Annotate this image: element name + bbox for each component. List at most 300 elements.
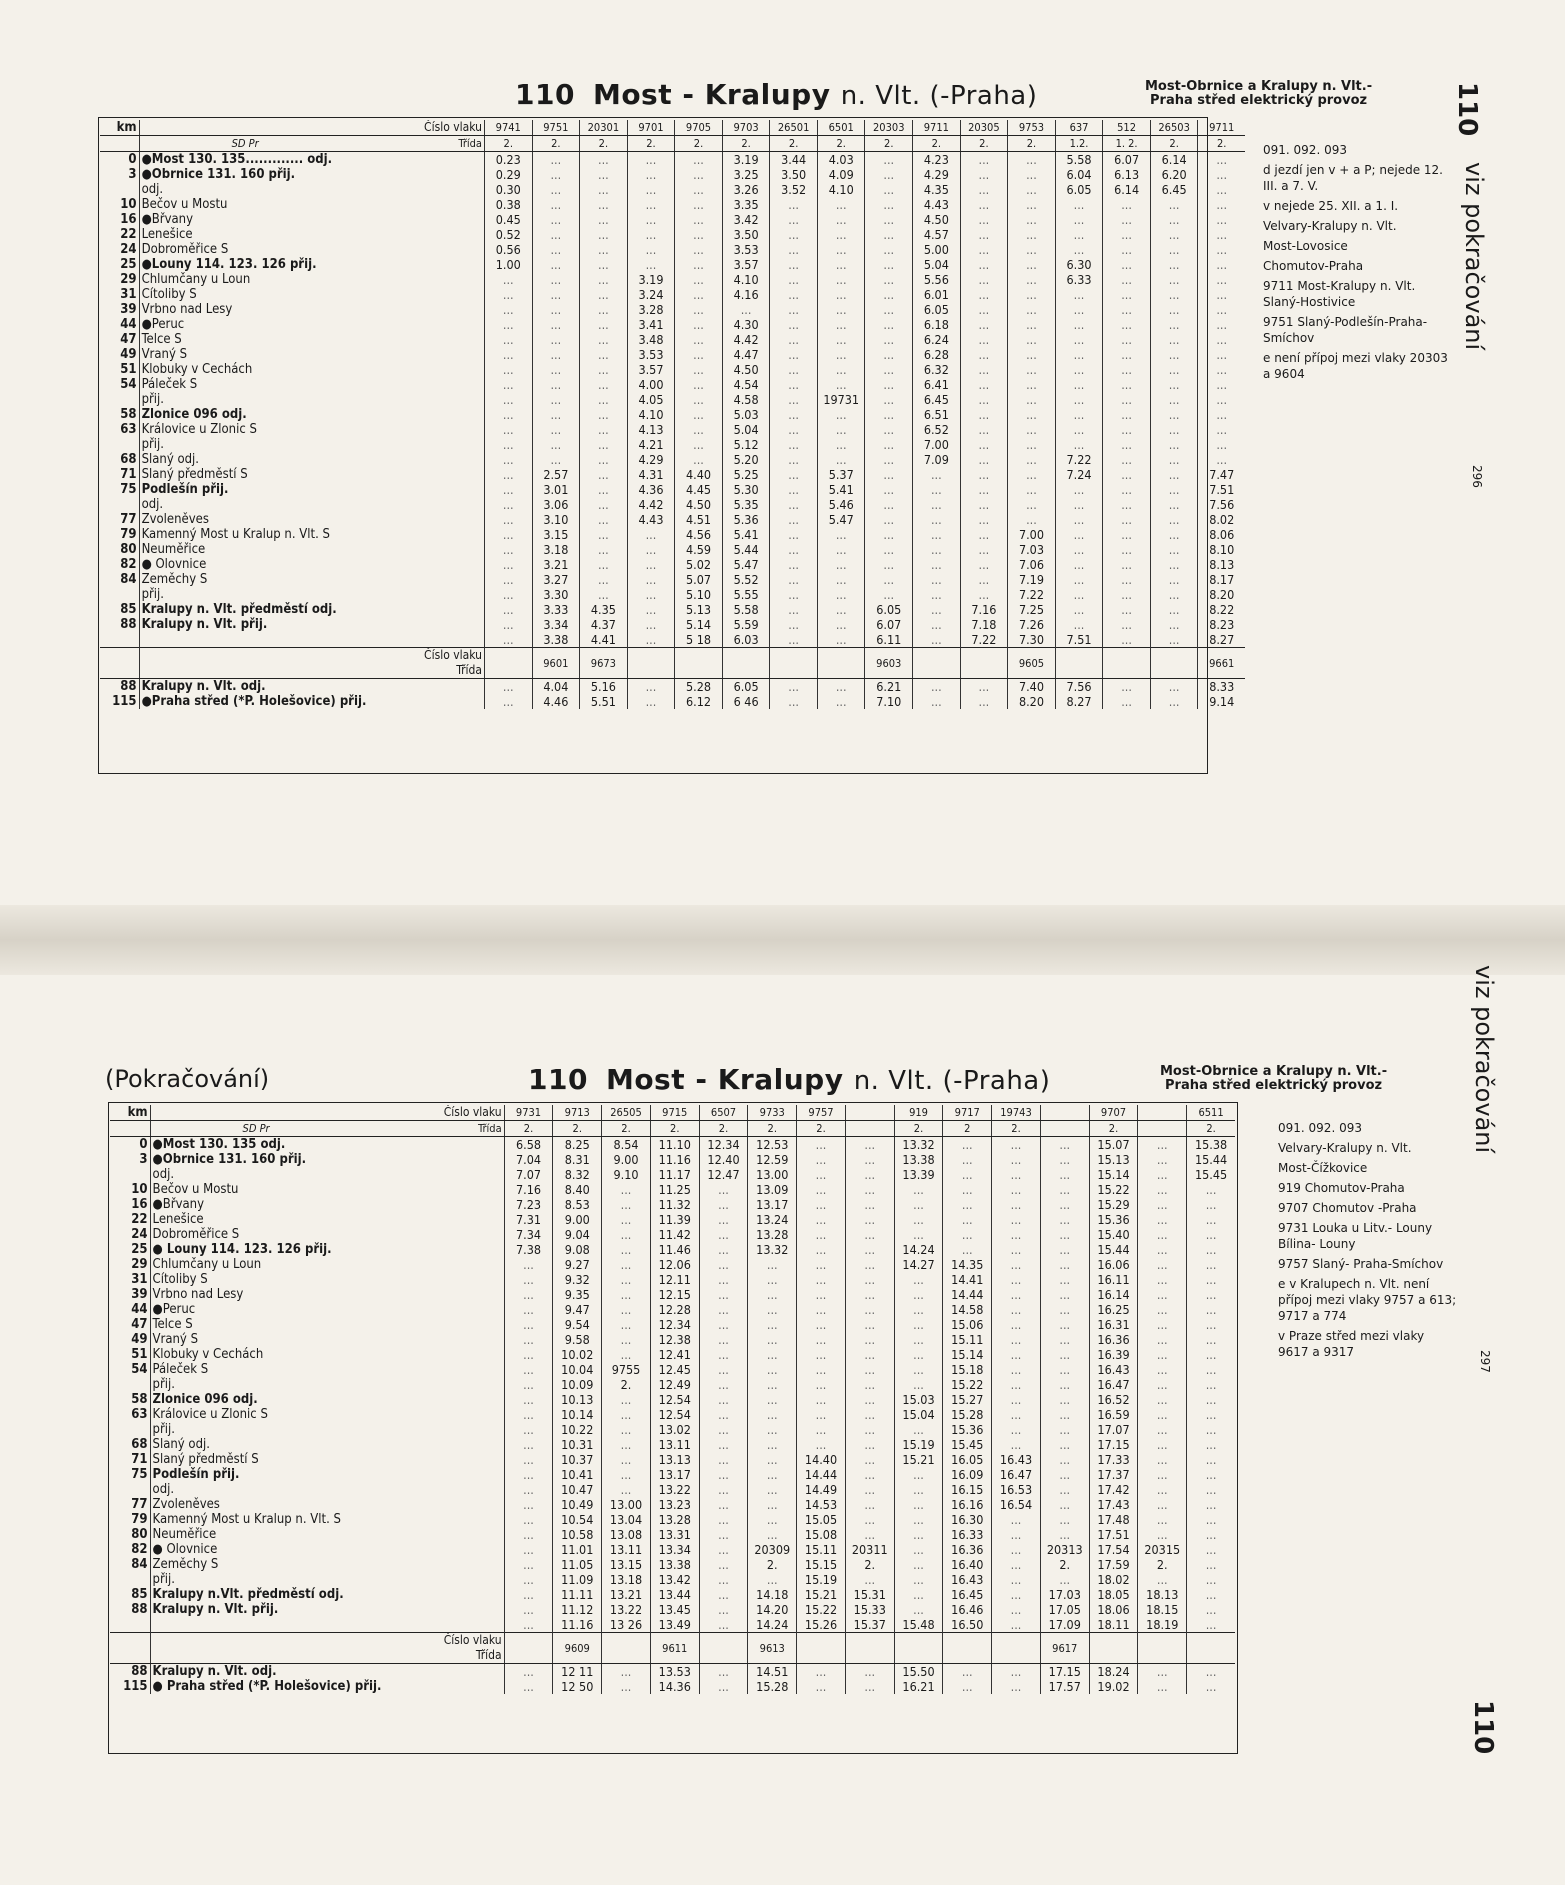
time-cell: ... — [845, 1287, 894, 1302]
time-cell: 7.34 — [504, 1227, 553, 1242]
train-number: 6501 — [817, 120, 865, 136]
time-cell: 2. — [1138, 1557, 1187, 1572]
train-class: 2. — [627, 136, 675, 152]
time-cell: ... — [797, 1212, 846, 1227]
time-cell: ... — [1103, 512, 1151, 527]
time-cell: 3.42 — [722, 212, 770, 227]
time-cell: ... — [1150, 527, 1198, 542]
time-cell: 13.32 — [748, 1242, 797, 1257]
time-cell: ... — [1187, 1347, 1235, 1362]
station-name: Bečov u Mostu — [139, 197, 484, 212]
time-cell: 17.03 — [1040, 1587, 1089, 1602]
time-cell: ... — [1138, 1679, 1187, 1694]
station-row — [110, 1347, 1235, 1362]
time-cell: 16.21 — [894, 1679, 943, 1694]
time-cell: 16.50 — [943, 1617, 992, 1633]
time-cell: 12.59 — [748, 1152, 797, 1167]
time-cell: ... — [748, 1572, 797, 1587]
time-cell: 5.41 — [722, 527, 770, 542]
time-cell: 14.20 — [748, 1602, 797, 1617]
time-cell: 3.30 — [532, 587, 580, 602]
time-cell: 16.54 — [992, 1497, 1041, 1512]
time-cell: ... — [817, 437, 865, 452]
station-km: 79 — [120, 527, 137, 542]
time-cell: 15.04 — [894, 1407, 943, 1422]
time-cell: ... — [960, 212, 1008, 227]
time-cell: ... — [845, 1527, 894, 1542]
station-km: 68 — [120, 452, 137, 467]
time-cell: ... — [1008, 347, 1056, 362]
time-cell: ... — [797, 1362, 846, 1377]
train-class: 2 — [943, 1121, 992, 1137]
time-cell: ... — [1040, 1377, 1089, 1392]
train-number — [675, 648, 723, 679]
station-name: Bečov u Mostu — [150, 1182, 504, 1197]
time-cell: 16.33 — [943, 1527, 992, 1542]
train-class: 2. — [1008, 136, 1056, 152]
time-cell: 18.24 — [1089, 1664, 1138, 1680]
time-cell: 15.26 — [797, 1617, 846, 1633]
time-cell: ... — [943, 1679, 992, 1694]
time-cell: 3.48 — [627, 332, 675, 347]
time-cell: 15.33 — [845, 1602, 894, 1617]
time-cell: ... — [1150, 482, 1198, 497]
station-name: přij. — [139, 587, 484, 602]
continuation-header — [150, 1633, 504, 1664]
station-km: 115 — [112, 694, 137, 709]
page-number: 297 — [1478, 1350, 1492, 1373]
time-cell: 17.54 — [1089, 1542, 1138, 1557]
time-cell: ... — [504, 1617, 553, 1633]
time-cell: 4.04 — [532, 679, 580, 695]
time-cell: 6.03 — [722, 632, 770, 648]
time-cell: ... — [845, 1197, 894, 1212]
station-name: Zlonice 096 odj. — [150, 1392, 504, 1407]
time-cell: ... — [504, 1332, 553, 1347]
time-cell: ... — [1055, 197, 1103, 212]
station-row — [110, 1317, 1235, 1332]
time-cell: 10.02 — [553, 1347, 602, 1362]
time-cell: 9.32 — [553, 1272, 602, 1287]
time-cell: 3.27 — [532, 572, 580, 587]
note: e v Kralupech n. Vlt. není přípoj mezi vlaky 9757 a 613; 9717 a 774 — [1278, 1277, 1457, 1323]
time-cell: ... — [532, 287, 580, 302]
time-cell: ... — [1187, 1602, 1235, 1617]
train-number: 9617 — [1040, 1633, 1089, 1664]
page-number: 296 — [1470, 465, 1484, 488]
time-cell: 16.09 — [943, 1467, 992, 1482]
time-cell: 3.50 — [770, 167, 818, 182]
time-cell: 14.24 — [894, 1242, 943, 1257]
time-cell: ... — [770, 362, 818, 377]
time-cell: ... — [1150, 632, 1198, 648]
time-cell: 4.23 — [913, 152, 961, 168]
time-cell: 12.40 — [699, 1152, 748, 1167]
time-cell: ... — [504, 1257, 553, 1272]
time-cell: ... — [865, 377, 913, 392]
time-cell: ... — [770, 422, 818, 437]
station-row — [100, 272, 1245, 287]
station-row — [100, 437, 1245, 452]
time-cell: ... — [992, 1227, 1041, 1242]
time-cell: ... — [675, 182, 723, 197]
time-cell: 15.06 — [943, 1317, 992, 1332]
time-cell: ... — [1150, 572, 1198, 587]
train-class — [845, 1121, 894, 1137]
time-cell: ... — [580, 392, 628, 407]
time-cell: ... — [602, 1679, 651, 1694]
station-row — [100, 602, 1245, 617]
time-cell: 8.13 — [1198, 557, 1245, 572]
time-cell: ... — [845, 1572, 894, 1587]
time-cell: 7.03 — [1008, 542, 1056, 557]
time-cell: ... — [992, 1664, 1041, 1680]
time-cell: ... — [1008, 182, 1056, 197]
time-cell: 4.50 — [913, 212, 961, 227]
time-cell: 16.05 — [943, 1452, 992, 1467]
time-cell: ... — [817, 362, 865, 377]
station-row — [110, 1272, 1235, 1287]
station-row — [110, 1617, 1235, 1633]
time-cell: ... — [1138, 1257, 1187, 1272]
station-name: ●Břvany — [150, 1197, 504, 1212]
station-km — [110, 1482, 150, 1497]
time-cell: ... — [1055, 602, 1103, 617]
station-name: Dobroměřice S — [150, 1227, 504, 1242]
time-cell: ... — [1187, 1617, 1235, 1633]
train-class: 2. — [675, 136, 723, 152]
time-cell: ... — [992, 1617, 1041, 1633]
time-cell: ... — [675, 287, 723, 302]
time-cell: ... — [1138, 1212, 1187, 1227]
time-cell: ... — [943, 1167, 992, 1182]
time-cell: ... — [770, 527, 818, 542]
station-name: odj. — [139, 182, 484, 197]
time-cell: ... — [1150, 197, 1198, 212]
time-cell: ... — [1187, 1587, 1235, 1602]
time-cell: ... — [580, 257, 628, 272]
time-cell: 10.22 — [553, 1422, 602, 1437]
time-cell: 17.07 — [1089, 1422, 1138, 1437]
time-cell: ... — [1040, 1227, 1089, 1242]
time-cell: ... — [845, 1242, 894, 1257]
time-cell: ... — [817, 197, 865, 212]
time-cell: ... — [484, 422, 532, 437]
train-number — [699, 1633, 748, 1664]
station-row — [100, 527, 1245, 542]
time-cell: 13.22 — [602, 1602, 651, 1617]
time-cell: ... — [992, 1272, 1041, 1287]
time-cell: ... — [960, 347, 1008, 362]
station-km: 51 — [131, 1347, 148, 1362]
time-cell: ... — [797, 1167, 846, 1182]
time-cell: 15.22 — [943, 1377, 992, 1392]
time-cell: ... — [1198, 212, 1245, 227]
time-cell: 13.17 — [748, 1197, 797, 1212]
station-row — [110, 1332, 1235, 1347]
time-cell: 16.25 — [1089, 1302, 1138, 1317]
time-cell: ... — [675, 167, 723, 182]
time-cell: 6.52 — [913, 422, 961, 437]
time-cell: ... — [602, 1452, 651, 1467]
time-cell: 12.11 — [650, 1272, 699, 1287]
time-cell: ... — [1040, 1482, 1089, 1497]
station-row — [100, 497, 1245, 512]
time-cell: ... — [1187, 1422, 1235, 1437]
time-cell: ... — [504, 1437, 553, 1452]
time-cell: ... — [1150, 377, 1198, 392]
time-cell: 11.01 — [553, 1542, 602, 1557]
km-header: km — [100, 120, 139, 136]
time-cell: ... — [797, 1664, 846, 1680]
station-row — [100, 152, 1245, 168]
train-class: 2. — [602, 1121, 651, 1137]
train-number — [484, 648, 532, 679]
time-cell: ... — [1150, 302, 1198, 317]
time-cell: ... — [748, 1287, 797, 1302]
station-km: 88 — [120, 617, 137, 632]
time-cell: 15.38 — [1187, 1137, 1235, 1153]
time-cell: ... — [580, 167, 628, 182]
time-cell: 3.19 — [722, 152, 770, 168]
time-cell: ... — [1198, 272, 1245, 287]
time-cell: ... — [602, 1437, 651, 1452]
time-cell: 8.25 — [553, 1137, 602, 1153]
time-cell: 16.46 — [943, 1602, 992, 1617]
time-cell: 17.15 — [1089, 1437, 1138, 1452]
time-cell: ... — [1138, 1467, 1187, 1482]
time-cell: ... — [1040, 1497, 1089, 1512]
time-cell: 13.28 — [748, 1227, 797, 1242]
time-cell: ... — [797, 1242, 846, 1257]
time-cell: 14.41 — [943, 1272, 992, 1287]
station-row — [100, 167, 1245, 182]
time-cell: ... — [1103, 407, 1151, 422]
time-cell: ... — [1198, 347, 1245, 362]
time-cell: ... — [580, 197, 628, 212]
time-cell: 16.36 — [1089, 1332, 1138, 1347]
time-cell: 3.06 — [532, 497, 580, 512]
time-cell: ... — [913, 467, 961, 482]
time-cell: ... — [504, 1347, 553, 1362]
station-row — [100, 347, 1245, 362]
time-cell: ... — [1103, 542, 1151, 557]
time-cell: ... — [1138, 1242, 1187, 1257]
time-cell: ... — [992, 1527, 1041, 1542]
time-cell: ... — [532, 332, 580, 347]
time-cell: ... — [504, 1317, 553, 1332]
time-cell: ... — [1138, 1452, 1187, 1467]
note: Velvary-Kralupy n. Vlt. — [1278, 1141, 1412, 1155]
station-name: přij. — [150, 1422, 504, 1437]
time-cell: ... — [484, 482, 532, 497]
station-name: Kralupy n. Vlt. předměstí odj. — [139, 602, 484, 617]
time-cell: ... — [992, 1572, 1041, 1587]
time-cell: ... — [992, 1182, 1041, 1197]
time-cell: 3.24 — [627, 287, 675, 302]
time-cell: ... — [1055, 437, 1103, 452]
station-name: odj. — [150, 1167, 504, 1182]
train-number: 20303 — [865, 120, 913, 136]
time-cell: 14.53 — [797, 1497, 846, 1512]
train-number: 637 — [1055, 120, 1103, 136]
time-cell: ... — [992, 1422, 1041, 1437]
time-cell: 5.28 — [675, 679, 723, 695]
time-cell: ... — [1150, 694, 1198, 709]
time-cell: ... — [1138, 1572, 1187, 1587]
time-cell: 15.40 — [1089, 1227, 1138, 1242]
time-cell: 16.53 — [992, 1482, 1041, 1497]
station-row — [100, 182, 1245, 197]
note: 091. 092. 093 — [1263, 143, 1347, 157]
time-cell: ... — [1055, 392, 1103, 407]
time-cell: ... — [1187, 1197, 1235, 1212]
station-row — [110, 1602, 1235, 1617]
time-cell: ... — [865, 272, 913, 287]
time-cell: ... — [1198, 167, 1245, 182]
station-km: 49 — [131, 1332, 148, 1347]
time-cell: 13.44 — [650, 1587, 699, 1602]
time-cell: ... — [1040, 1362, 1089, 1377]
station-name: ●Praha střed (*P. Holešovice) přij. — [139, 694, 484, 709]
train-number: 9705 — [675, 120, 723, 136]
station-row — [100, 197, 1245, 212]
station-row — [100, 227, 1245, 242]
time-cell: 16.15 — [943, 1482, 992, 1497]
time-cell: ... — [960, 587, 1008, 602]
time-cell: ... — [865, 347, 913, 362]
time-cell: ... — [675, 302, 723, 317]
time-cell: ... — [943, 1137, 992, 1153]
time-cell: 4.43 — [627, 512, 675, 527]
time-cell: 4.51 — [675, 512, 723, 527]
time-cell: 13.53 — [650, 1664, 699, 1680]
time-cell: 3.26 — [722, 182, 770, 197]
time-cell: ... — [943, 1664, 992, 1680]
time-cell: ... — [797, 1392, 846, 1407]
time-cell: 4.56 — [675, 527, 723, 542]
station-name: Cítoliby S — [139, 287, 484, 302]
train-number-header: Číslo vlaku — [139, 120, 484, 136]
time-cell: 13.13 — [650, 1452, 699, 1467]
time-cell: ... — [627, 182, 675, 197]
station-km: 88 — [131, 1602, 148, 1617]
time-cell: ... — [484, 407, 532, 422]
time-cell: ... — [913, 632, 961, 648]
time-cell: 8.02 — [1198, 512, 1245, 527]
time-cell: ... — [1187, 1542, 1235, 1557]
time-cell: ... — [675, 407, 723, 422]
time-cell: ... — [1103, 302, 1151, 317]
time-cell: 4.21 — [627, 437, 675, 452]
station-row — [110, 1152, 1235, 1167]
train-number — [504, 1633, 553, 1664]
sdpr-label: SD Pr — [231, 137, 259, 150]
time-cell: ... — [1150, 362, 1198, 377]
note: 9731 Louka u Litv.- Louny Bílina- Louny — [1278, 1221, 1433, 1251]
time-cell: ... — [845, 1212, 894, 1227]
train-class — [1138, 1121, 1187, 1137]
time-cell: ... — [817, 694, 865, 709]
time-cell: 15.44 — [1089, 1242, 1138, 1257]
station-name: Podlešín přij. — [150, 1467, 504, 1482]
time-cell: 10.04 — [553, 1362, 602, 1377]
time-cell: 13.38 — [650, 1557, 699, 1572]
time-cell: ... — [1103, 497, 1151, 512]
time-cell: 8.06 — [1198, 527, 1245, 542]
side-route-number: 110 — [1468, 1700, 1498, 1755]
time-cell: ... — [580, 512, 628, 527]
time-cell: ... — [992, 1197, 1041, 1212]
station-row — [100, 617, 1245, 632]
time-cell: ... — [1040, 1572, 1089, 1587]
time-cell: ... — [797, 1137, 846, 1153]
time-cell: 14.36 — [650, 1679, 699, 1694]
time-cell: ... — [580, 242, 628, 257]
time-cell: ... — [1040, 1272, 1089, 1287]
station-km: 71 — [120, 467, 137, 482]
time-cell: ... — [1187, 1272, 1235, 1287]
time-cell: ... — [770, 632, 818, 648]
station-row — [110, 1362, 1235, 1377]
time-cell: ... — [1103, 332, 1151, 347]
time-cell: ... — [894, 1422, 943, 1437]
train-class: 2. — [913, 136, 961, 152]
time-cell: 3.53 — [722, 242, 770, 257]
station-row — [100, 242, 1245, 257]
station-name: Slaný předměstí S — [139, 467, 484, 482]
time-cell: ... — [675, 452, 723, 467]
time-cell: ... — [817, 302, 865, 317]
time-cell: ... — [770, 407, 818, 422]
time-cell: 17.09 — [1040, 1617, 1089, 1633]
time-cell: 13.32 — [894, 1137, 943, 1153]
time-cell: 7.30 — [1008, 632, 1056, 648]
time-cell: 8.33 — [1198, 679, 1245, 695]
time-cell: ... — [1187, 1664, 1235, 1680]
time-cell: ... — [675, 317, 723, 332]
time-cell: 13.24 — [748, 1212, 797, 1227]
time-cell: ... — [960, 362, 1008, 377]
time-cell: ... — [748, 1527, 797, 1542]
time-cell: 0.52 — [484, 227, 532, 242]
time-cell: 16.14 — [1089, 1287, 1138, 1302]
time-cell: ... — [865, 317, 913, 332]
train-class: 2. — [580, 136, 628, 152]
time-cell: ... — [627, 527, 675, 542]
time-cell: ... — [1138, 1422, 1187, 1437]
time-cell: 8.40 — [553, 1182, 602, 1197]
time-cell: ... — [1187, 1362, 1235, 1377]
time-cell: 6.05 — [865, 602, 913, 617]
station-row — [110, 1422, 1235, 1437]
time-cell: ... — [845, 1317, 894, 1332]
time-cell: 14.35 — [943, 1257, 992, 1272]
time-cell: ... — [627, 557, 675, 572]
time-cell: ... — [1138, 1377, 1187, 1392]
time-cell: 7.00 — [1008, 527, 1056, 542]
time-cell: 9.35 — [553, 1287, 602, 1302]
time-cell: ... — [894, 1302, 943, 1317]
time-cell: ... — [580, 452, 628, 467]
time-cell: ... — [817, 572, 865, 587]
time-cell: 7.19 — [1008, 572, 1056, 587]
station-km: 84 — [120, 572, 137, 587]
time-cell: ... — [1150, 347, 1198, 362]
time-cell: 6.45 — [1150, 182, 1198, 197]
time-cell: ... — [627, 257, 675, 272]
time-cell: ... — [532, 437, 580, 452]
